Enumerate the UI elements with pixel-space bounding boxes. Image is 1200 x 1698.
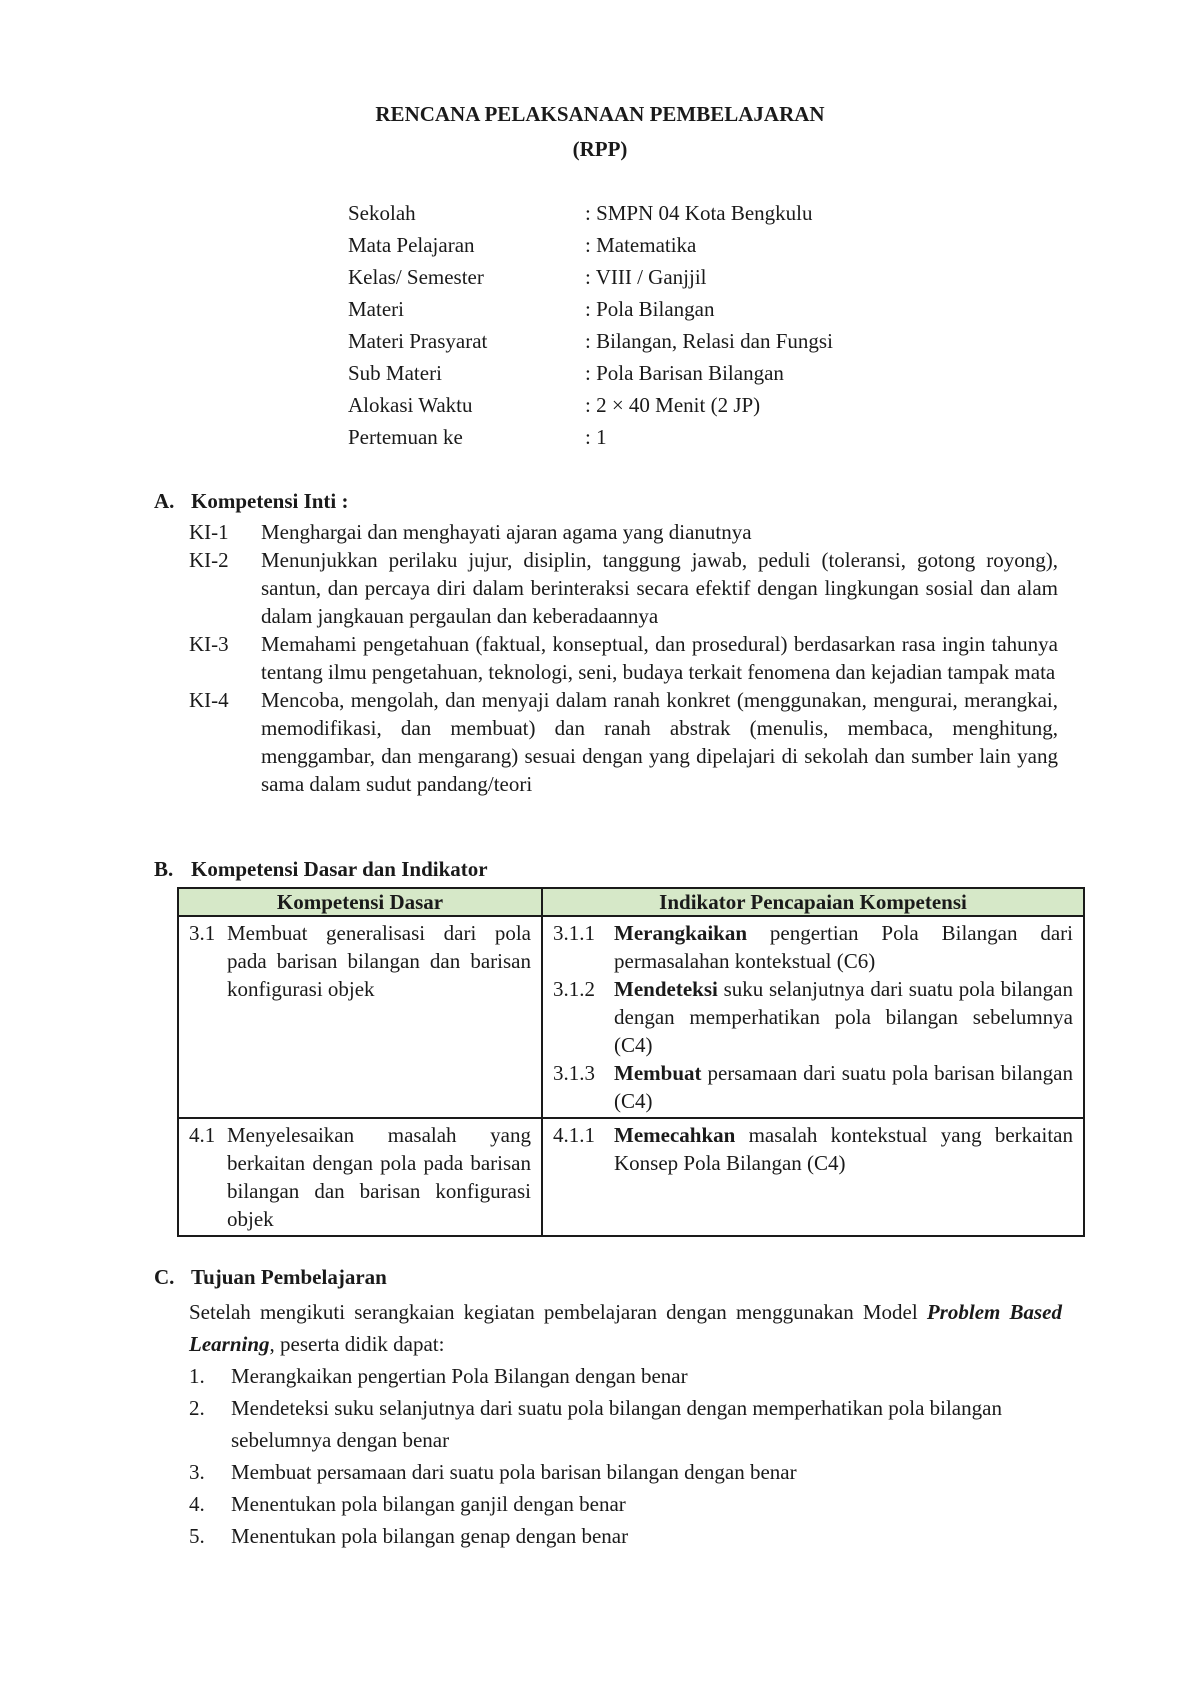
section-b-heading: [154, 855, 488, 883]
identity-label: Pertemuan ke: [348, 425, 463, 449]
kompetensi-inti-list: [189, 518, 1058, 798]
indicator-item: [553, 1121, 1073, 1177]
indicator-number: 3.1.3: [553, 1061, 595, 1085]
indicator-verb: Memecahkan: [614, 1123, 736, 1147]
identity-value: : Matematika: [585, 233, 697, 257]
indicator-cell: [542, 916, 1084, 1118]
list-text: Menentukan pola bilangan genap dengan benar: [231, 1524, 629, 1548]
indicator-item: [553, 919, 1073, 975]
tujuan-list: [189, 1360, 1062, 1552]
indicator-text: [614, 919, 1073, 975]
kd-item: [189, 1121, 531, 1233]
document-subtitle: (RPP): [572, 137, 628, 161]
list-number: 2.: [189, 1396, 205, 1420]
identity-row: [348, 357, 833, 389]
list-text: Menentukan pola bilangan ganjil dengan benar: [231, 1492, 626, 1516]
identity-row: [348, 229, 833, 261]
list-text: Mendeteksi suku selanjutnya dari suatu pola bilangan dengan memperhatikan pola bilangan sebelumnya dengan benar: [231, 1396, 1002, 1452]
intro-text-end: , peserta didik dapat:: [269, 1332, 445, 1356]
kd-number: 4.1: [189, 1123, 216, 1147]
identity-label: Materi Prasyarat: [348, 329, 488, 353]
kd-cell: [178, 916, 542, 1118]
kd-item: [189, 919, 531, 1003]
section-a-heading: [154, 487, 349, 515]
list-item: [189, 1360, 1062, 1392]
kompetensi-table: [177, 887, 1085, 1237]
ki-text: Menghargai dan menghayati ajaran agama yang dianutnya: [261, 520, 752, 544]
list-item: [189, 546, 1058, 630]
section-letter: C.: [154, 1265, 175, 1289]
indicator-rest: pengertian Pola Bilangan dari permasalahan kontekstual (C6): [614, 921, 1073, 973]
identity-label: Mata Pelajaran: [348, 233, 475, 257]
list-number: 5.: [189, 1524, 205, 1548]
section-c-heading: [154, 1263, 387, 1291]
identity-block: [348, 197, 833, 453]
indicator-verb: Mendeteksi: [614, 977, 718, 1001]
indicator-number: 3.1.1: [553, 921, 595, 945]
kd-number: 3.1: [189, 921, 216, 945]
list-text: Membuat persamaan dari suatu pola barisan bilangan dengan benar: [231, 1460, 797, 1484]
list-number: 3.: [189, 1460, 205, 1484]
table-row: [178, 916, 1084, 1118]
identity-row: [348, 197, 833, 229]
indicator-item: [553, 1059, 1073, 1115]
ki-text: Memahami pengetahuan (faktual, konseptual, dan prosedural) berdasarkan rasa ingin tahunya tentang ilmu pengetahuan, teknologi, seni, budaya terkait fenomena dan kejadian tampak mata: [261, 632, 1058, 684]
list-item: [189, 1488, 1062, 1520]
indicator-rest: suku selanjutnya dari suatu pola bilangan dengan memperhatikan pola bilangan sebelumnya (C4): [614, 977, 1073, 1057]
identity-value: : SMPN 04 Kota Bengkulu: [585, 201, 813, 225]
ki-code: KI-4: [189, 688, 229, 712]
indicator-text: [614, 1059, 1073, 1115]
indicator-number: 3.1.2: [553, 977, 595, 1001]
indicator-text: [614, 1121, 1073, 1177]
list-text: Merangkaikan pengertian Pola Bilangan dengan benar: [231, 1364, 688, 1388]
table-header-cell: Indikator Pencapaian Kompetensi: [542, 888, 1084, 916]
table-header-cell: Kompetensi Dasar: [178, 888, 542, 916]
indicator-rest: persamaan dari suatu pola barisan bilangan (C4): [614, 1061, 1073, 1113]
list-item: [189, 630, 1058, 686]
identity-value: : VIII / Ganjjil: [585, 265, 707, 289]
section-title: Kompetensi Inti :: [191, 489, 349, 513]
identity-value: : Pola Bilangan: [585, 297, 715, 321]
indicator-text: [614, 975, 1073, 1059]
identity-value: : 1: [585, 425, 607, 449]
identity-label: Materi: [348, 297, 404, 321]
kd-cell: [178, 1118, 542, 1236]
table-header-row: [178, 888, 1084, 916]
list-item: [189, 518, 1058, 546]
kd-text: Menyelesaikan masalah yang berkaitan dengan pola pada barisan bilangan dan barisan konfigurasi objek: [227, 1123, 531, 1231]
indicator-item: [553, 975, 1073, 1059]
list-number: 1.: [189, 1364, 205, 1388]
indicator-cell: [542, 1118, 1084, 1236]
document-title: RENCANA PELAKSANAAN PEMBELAJARAN: [375, 102, 825, 126]
identity-row: [348, 293, 833, 325]
identity-row: [348, 325, 833, 357]
indicator-number: 4.1.1: [553, 1123, 595, 1147]
kd-text: Membuat generalisasi dari pola pada barisan bilangan dan barisan konfigurasi objek: [227, 921, 531, 1001]
list-number: 4.: [189, 1492, 205, 1516]
model-name: Problem Based Learning: [189, 1300, 1062, 1356]
section-letter: A.: [154, 489, 175, 513]
section-title: Kompetensi Dasar dan Indikator: [191, 857, 488, 881]
indicator-verb: Merangkaikan: [614, 921, 748, 945]
ki-code: KI-2: [189, 548, 229, 572]
list-item: [189, 1392, 1062, 1456]
identity-row: [348, 261, 833, 293]
ki-text: Menunjukkan perilaku jujur, disiplin, tanggung jawab, peduli (toleransi, gotong royong), santun, dan percaya diri dalam berinteraksi secara efektif dengan lingkungan sosial dan alam dalam jangkauan pergaulan dan keberadaannya: [261, 548, 1058, 628]
identity-row: [348, 389, 833, 421]
ki-text: Mencoba, mengolah, dan menyaji dalam ranah konkret (menggunakan, mengurai, merangkai, memodifikasi, dan membuat) dan ranah abstrak (menulis, membaca, menghitung, menggambar, dan mengarang) sesuai dengan yang dipelajari di sekolah dan sumber lain yang sama dalam sudut pandang/teori: [261, 688, 1058, 796]
identity-label: Kelas/ Semester: [348, 265, 484, 289]
identity-value: : 2 × 40 Menit (2 JP): [585, 393, 761, 417]
identity-label: Alokasi Waktu: [348, 393, 473, 417]
indicator-rest: masalah kontekstual yang berkaitan Konsep Pola Bilangan (C4): [614, 1123, 1073, 1175]
identity-value: : Bilangan, Relasi dan Fungsi: [585, 329, 833, 353]
section-title: Tujuan Pembelajaran: [191, 1265, 387, 1289]
section-letter: B.: [154, 857, 174, 881]
tujuan-intro: [189, 1296, 1062, 1360]
identity-row: [348, 421, 833, 453]
ki-code: KI-1: [189, 520, 229, 544]
list-item: [189, 686, 1058, 798]
list-item: [189, 1520, 1062, 1552]
indicator-verb: Membuat: [614, 1061, 702, 1085]
identity-label: Sekolah: [348, 201, 416, 225]
identity-value: : Pola Barisan Bilangan: [585, 361, 784, 385]
table-row: [178, 1118, 1084, 1236]
intro-text: Setelah mengikuti serangkaian kegiatan pembelajaran dengan menggunakan Model: [189, 1300, 927, 1324]
ki-code: KI-3: [189, 632, 229, 656]
list-item: [189, 1456, 1062, 1488]
identity-label: Sub Materi: [348, 361, 442, 385]
